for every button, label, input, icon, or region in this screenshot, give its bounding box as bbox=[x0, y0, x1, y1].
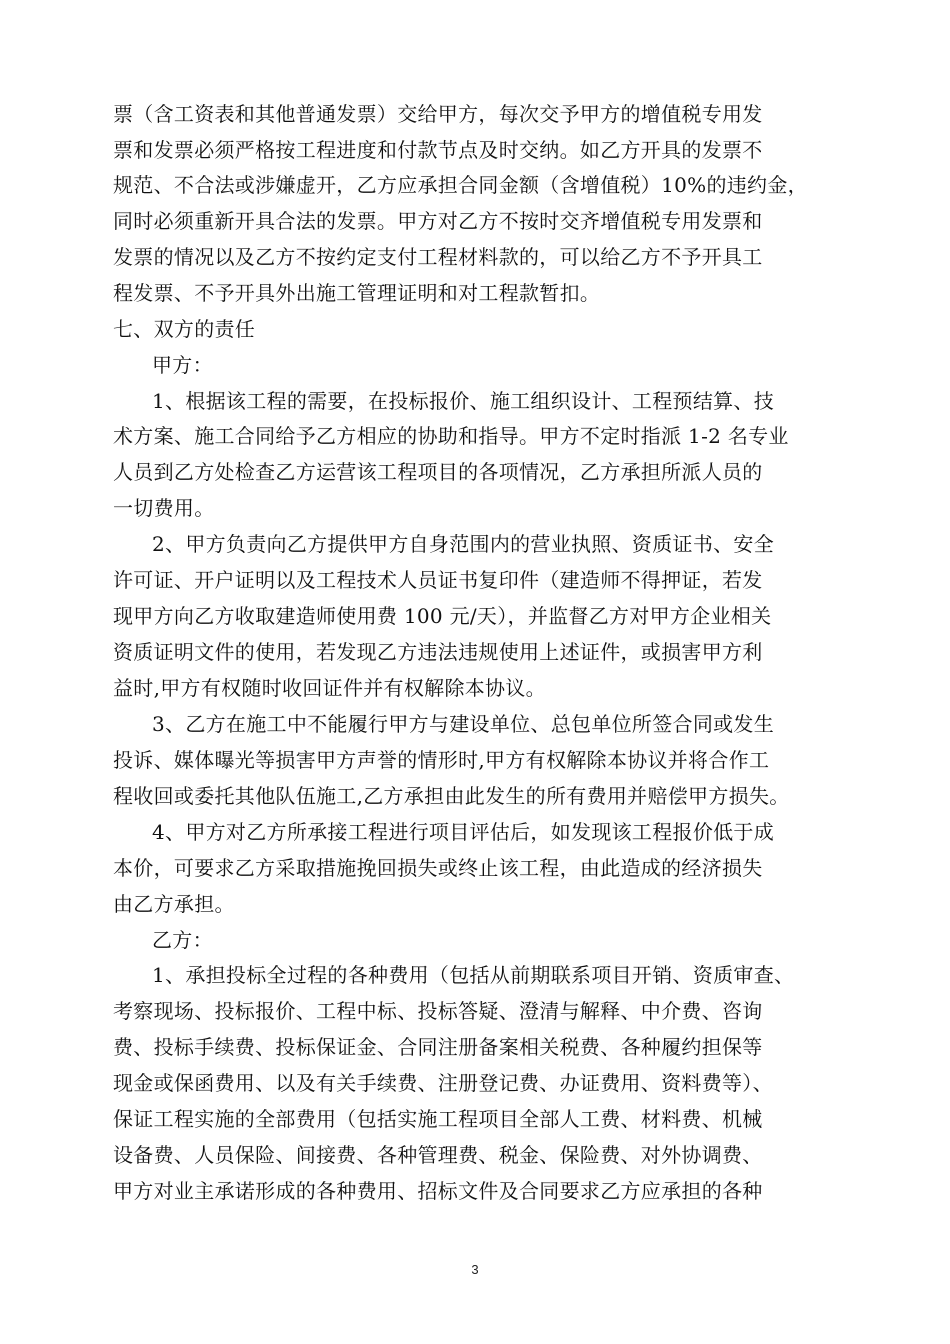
text-line-3: 规范、不合法或涉嫌虚开，乙方应承担合同金额（含增值税）10%的违约金， bbox=[113, 173, 808, 197]
text-line-19: 投诉、媒体曝光等损害甲方声誉的情形时,甲方有权解除本协议并将合作工 bbox=[113, 748, 770, 772]
text-line-2: 票和发票必须严格按工程进度和付款节点及时交纳。如乙方开具的发票不 bbox=[113, 138, 763, 162]
party-b-heading: 乙方： bbox=[152, 928, 213, 952]
text-line-6: 程发票、不予开具外出施工管理证明和对工程款暂扣。 bbox=[113, 281, 601, 305]
text-line-25: 1、承担投标全过程的各种费用（包括从前期联系项目开销、资质审查、 bbox=[152, 963, 795, 987]
text-line-4: 同时必须重新开具合法的发票。甲方对乙方不按时交齐增值税专用发票和 bbox=[113, 209, 763, 233]
text-line-31: 甲方对业主承诺形成的各种费用、招标文件及合同要求乙方应承担的各种 bbox=[113, 1179, 763, 1203]
text-line-27: 费、投标手续费、投标保证金、合同注册备案相关税费、各种履约担保等 bbox=[113, 1035, 763, 1059]
text-line-5: 发票的情况以及乙方不按约定支付工程材料款的，可以给乙方不予开具工 bbox=[113, 245, 763, 269]
text-line-21: 4、甲方对乙方所承接工程进行项目评估后，如发现该工程报价低于成 bbox=[152, 820, 775, 844]
text-line-28: 现金或保函费用、以及有关手续费、注册登记费、办证费用、资料费等）、 bbox=[113, 1071, 773, 1095]
text-line-11: 人员到乙方处检查乙方运营该工程项目的各项情况，乙方承担所派人员的 bbox=[113, 460, 763, 484]
text-line-26: 考察现场、投标报价、工程中标、投标答疑、澄清与解释、中介费、咨询 bbox=[113, 999, 763, 1023]
text-line-16: 资质证明文件的使用，若发现乙方违法违规使用上述证件，或损害甲方利 bbox=[113, 640, 763, 664]
section-heading: 七、双方的责任 bbox=[113, 317, 256, 341]
text-line-9: 1、根据该工程的需要，在投标报价、施工组织设计、工程预结算、技 bbox=[152, 389, 775, 413]
text-line-17: 益时,甲方有权随时收回证件并有权解除本协议。 bbox=[113, 676, 546, 700]
party-a-heading: 甲方： bbox=[152, 353, 213, 377]
text-line-23: 由乙方承担。 bbox=[113, 892, 235, 916]
text-line-29: 保证工程实施的全部费用（包括实施工程项目全部人工费、材料费、机械 bbox=[113, 1107, 763, 1131]
text-line-22: 本价，可要求乙方采取措施挽回损失或终止该工程，由此造成的经济损失 bbox=[113, 856, 763, 880]
text-line-12: 一切费用。 bbox=[113, 496, 215, 520]
text-line-30: 设备费、人员保险、间接费、各种管理费、税金、保险费、对外协调费、 bbox=[113, 1143, 763, 1167]
text-line-18: 3、乙方在施工中不能履行甲方与建设单位、总包单位所签合同或发生 bbox=[152, 712, 775, 736]
text-line-13: 2、甲方负责向乙方提供甲方自身范围内的营业执照、资质证书、安全 bbox=[152, 532, 775, 556]
page-number: 3 bbox=[471, 1262, 479, 1277]
text-line-1: 票（含工资表和其他普通发票）交给甲方，每次交予甲方的增值税专用发 bbox=[113, 102, 763, 126]
text-line-10: 术方案、施工合同给予乙方相应的协助和指导。甲方不定时指派 1-2 名专业 bbox=[113, 424, 789, 448]
text-line-14: 许可证、开户证明以及工程技术人员证书复印件（建造师不得押证，若发 bbox=[113, 568, 763, 592]
text-line-20: 程收回或委托其他队伍施工,乙方承担由此发生的所有费用并赔偿甲方损失。 bbox=[113, 784, 790, 808]
text-line-15: 现甲方向乙方收取建造师使用费 100 元/天），并监督乙方对甲方企业相关 bbox=[113, 604, 772, 628]
